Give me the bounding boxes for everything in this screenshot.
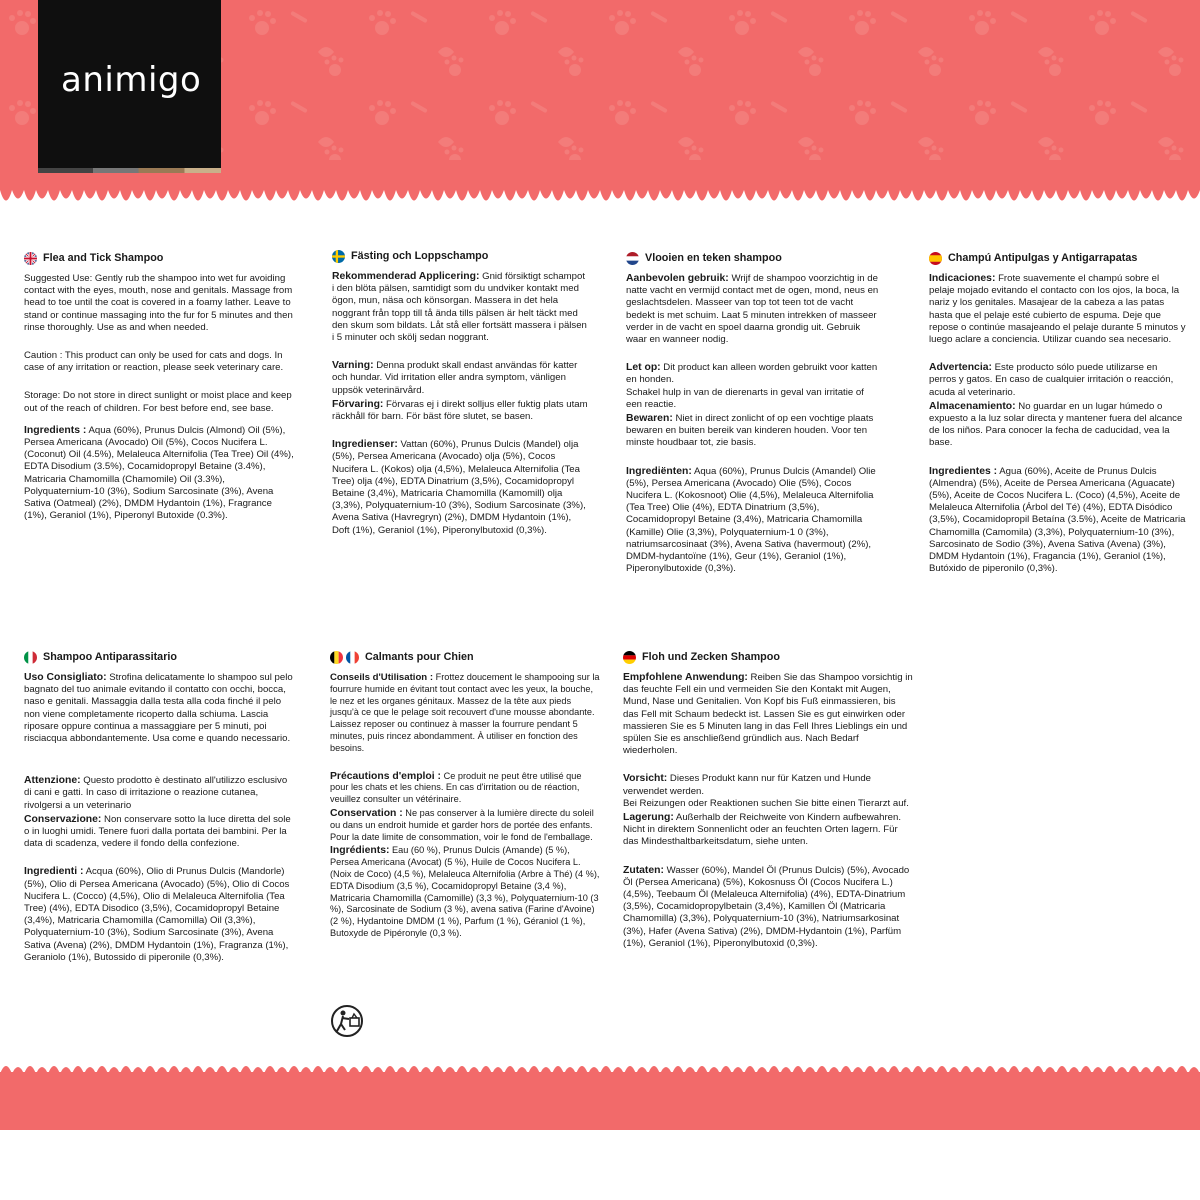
- usage-text: Aanbevolen gebruik: Wrijf de shampoo voorzichtig in de natte vacht en vermijd contact met de ogen, mond, neus en geslachtsdelen. Masseer van top tot teen tot de vacht bedekt is met schuim. Laat 5 minuten intrekken of masseer verder in de vacht en spoel daarna grondig uit. Gebruik waar en wanneer nodig.: [626, 273, 879, 346]
- ingredients-list: Aqua (60%), Prunus Dulcis (Almond) Oil (5%), Persea Americana (Avocado) Oil (5%), Cocos Nucifera L. (Coconut) Oil (4.5%), Melaleuca Alternifolia (Tea Tree) Oil (4%), EDTA Disodium (3.5%), Cocamidopropyl Betaine (3.4%), Matricaria Chamomilla (Chamomile) Oil (3.3%), Polyquaternium-10 (3%), Sodium Sarcosinate (3%), Avena Sativa (Oatmeal) (2%), DMDM Hydantoin (1%), Fragrance (1%), Geraniol (1%), Piperonyl Butoxide (0.3%).: [24, 424, 294, 522]
- caution-text: Caution : This product can only be used for cats and dogs. In case of any irritation or reaction, please seek veterinary care.: [24, 350, 284, 374]
- ingredients-text: Zutaten: Wasser (60%), Mandel Öl (Prunus Dulcis) (5%), Avocado Öl (Persea Americana) (5%), Kokosnuss Öl (Cocos Nucifera L.) (4,5%), Teebaum Öl (Melaleuca Alternifolia) (4%), EDTA-Dinatrium (3,5%), Cocamidopropylbetain (3,4%), Kamillen Öl (Matricaria Chamomilla) (3,3%), Polyquaternium-10 (3%), Natriumsarkosinat (3%), Hafer (Avena Sativa) (2%), DMDM-Hydantoin (1%), Parfüm (1%), Geraniol (1%), Piperonylbutoxid (0,3%).: [623, 864, 910, 949]
- storage-text: Almacenamiento: No guardar en un lugar húmedo o expuesto a la luz solar directa y mantener fuera del alcance de los niños. Para conocer la fecha de caducidad, vea la base.: [929, 400, 1183, 449]
- warning-text: Advertencia: Este producto sólo puede utilizarse en perros y gatos. En caso de cualquier irritación o reacción, acuda al veterinario.: [929, 362, 1174, 398]
- italy-flag-icon: [24, 651, 37, 664]
- section-spanish: [929, 252, 1187, 585]
- spain-flag-icon: [929, 252, 942, 265]
- ingredients-text: Ingredientes : Agua (60%), Aceite de Prunus Dulcis (Almendra) (5%), Aceite de Persea Americana (Aguacate) (5%), Aceite de Cocos Nucifera L. (Coco) (4,5%), Aceite de Melaleuca Alternifolia (Árbol del Té) (4%), EDTA Disódico (3,5%), Cocamidopropil Betaína (3.5%), Aceite de Matricaria Chamomilla (Camomila) (3,3%), Polyquaternium-10 (3%), Sarcosinato de Sodio (3%), Avena Sativa (Avena) (3%), DMDM Hydantoin (1%), Fragancia (1%), Geraniol (1%), Butóxido de piperonilo (0,3%).: [929, 465, 1186, 575]
- ingredients-label: Ingrédients:: [330, 845, 390, 857]
- uk-flag-icon: [24, 252, 37, 265]
- ingredients-label: Ingredients :: [24, 424, 87, 436]
- caution-text: Précautions d'emploi : Ce produit ne peut être utilisé que pour les chats et les chiens. En cas d'irritation ou de réaction, veuillez consulter un vétérinaire.: [330, 770, 582, 805]
- usage-label: Rekommenderad Applicering:: [332, 271, 480, 282]
- section-german: [623, 651, 913, 960]
- usage-label: Conseils d'Utilisation :: [330, 672, 434, 683]
- caution-text: Vorsicht: Dieses Produkt kann nur für Katzen und Hunde verwendet werden. Bei Reizungen oder Reaktionen suchen Sie bitte einen Tierarzt auf.: [623, 773, 909, 809]
- belgium-flag-icon: [330, 651, 343, 664]
- storage-label: Conservazione:: [24, 813, 102, 825]
- storage-text: Förvaring: Förvaras ej i direkt solljus eller fuktig plats utam räckhåll för barn. För bäst före slutet, se basen.: [332, 398, 588, 423]
- warning-label: Advertencia:: [929, 362, 992, 374]
- storage-label: Almacenamiento:: [929, 400, 1016, 412]
- usage-text: Conseils d'Utilisation : Frottez doucement le shampooing sur la fourrure humide en évitant tout contact avec les yeux, la bouche, le nez et les organes génitaux. Massez de la tête aux pieds jusqu'à ce que le pelage soit recouvert d'une mousse abondante. Laissez reposer ou continuez à masser la fourrure pendant 5 minutes, puis rincez abondamment. À utiliser en fonction des besoins.: [330, 672, 600, 753]
- warning-label: Attenzione:: [24, 775, 81, 787]
- germany-flag-icon: [623, 651, 636, 664]
- section-swedish: [332, 250, 588, 547]
- ingredients-label: Zutaten:: [623, 864, 664, 876]
- storage-text: Conservazione: Non conservare sotto la luce diretta del sole o in luoghi umidi. Tenere fuori dalla portata dei bambini. Per la data di scadenza, vedere il fondo della confezione.: [24, 813, 291, 850]
- section-header: [623, 651, 913, 664]
- france-flag-icon: [346, 651, 359, 664]
- section-english: [24, 252, 296, 532]
- section-header: [332, 250, 588, 263]
- footer-banner: [0, 1058, 1200, 1130]
- brand-logo: animigo: [61, 60, 202, 100]
- ingredients-text: Ingrediënten: Aqua (60%), Prunus Dulcis (Amandel) Olie (5%), Persea Americana (Avocado) Olie (5%), Cocos Nucifera L. (Kokosnoot) Olie (4,5%), Melaleuca Alternifolia (Tea Tree) Olie (4%), EDTA Dinatrium (3,5%), Cocamidopropyl Betaine (3,4%), Matricaria Chamomilla (Kamille) Olie (3,3%), Polyquaternium-1 0 (3%), natriumsarcosinaat (3%), Avena Sativa (havermout) (2%), DMDM-hydantoïne (1%), Geur (1%), Geraniol (1%), Piperonylbutoxide (0,3%).: [626, 465, 876, 575]
- usage-text: Uso Consigliato: Strofina delicatamente lo shampoo sul pelo bagnato del tuo animale evitando il contatto con occhi, bocca, naso e genitali. Massaggia dalla testa alla coda finché il pelo non viene completamente ricoperto dalla schiuma. Lascia riposare oppure continua a massaggiare per 5 minuti, poi risciacqua abbondantemente. Usa come e quando necessario.: [24, 672, 293, 745]
- warning-text: Varning: Denna produkt skall endast användas för katter och hundar. Vid irritation eller andra symptom, vänligen uppsök veterinärvård.: [332, 360, 578, 396]
- section-title: Fästing och Loppschampo: [351, 250, 489, 263]
- warning-label: Varning:: [332, 360, 374, 372]
- storage-label: Lagerung:: [623, 812, 674, 824]
- caution-label: Précautions d'emploi :: [330, 770, 442, 782]
- section-title: Champú Antipulgas y Antigarrapatas: [948, 252, 1138, 265]
- storage-label: Bewaren:: [626, 413, 673, 425]
- usage-label: Empfohlene Anwendung:: [623, 672, 748, 683]
- ingredients-label: Ingredienser:: [332, 439, 398, 451]
- section-title: Flea and Tick Shampoo: [43, 252, 164, 265]
- section-italian: [24, 651, 296, 974]
- storage-label: Conservation :: [330, 807, 403, 819]
- section-title: Calmants pour Chien: [365, 650, 474, 663]
- section-french: [330, 651, 600, 950]
- caution-label: Vorsicht:: [623, 773, 668, 785]
- section-title: Shampoo Antiparassitario: [43, 651, 177, 664]
- usage-label: Aanbevolen gebruik:: [626, 273, 729, 284]
- section-header: [626, 252, 882, 265]
- usage-text: Suggested Use: Gently rub the shampoo into wet fur avoiding contact with the eyes, mouth, nose and genitals. Massage from head to toe until the coat is covered in a foamy lather. Leave to stand or continue massaging into the fur for 5 minutes and then rinse thoroughly. Use as and when needed.: [24, 273, 293, 333]
- storage-label: Förvaring:: [332, 398, 384, 410]
- caution-text: Let op: Dit product kan alleen worden gebruikt voor katten en honden. Schakel hulp in van de dierenarts in geval van irritatie of een reactie.: [626, 362, 878, 410]
- section-dutch: [626, 252, 882, 585]
- usage-label: Indicaciones:: [929, 273, 996, 284]
- ingredients-text: Ingredienti : Acqua (60%), Olio di Prunus Dulcis (Mandorle) (5%), Olio di Persea Americana (Avocado) (5%), Olio di Cocos Nucifera L. (Cocco) (4,5%), Olio di Melaleuca Alternifolia (Tea Tree) (4%), EDTA Disodico (3,5%), Cocamidopropyl Betaine (3,4%), Matricaria Chamomilla (Camomilla) Oil (3,3%), Polyquaternium-10 (3%), Sodium Sarcosinate (3%), Avena Sativa (Avena) (2%), DMDM Hydantoin (1%), Fragranza (1%), Geraniolo (1%), Butossido di piperonile (0,3%).: [24, 866, 290, 963]
- ingredients-label: Ingredienti :: [24, 866, 84, 878]
- usage-text: Empfohlene Anwendung: Reiben Sie das Shampoo vorsichtig in das feuchte Fell ein und vermeiden Sie den Kontakt mit Augen, Mund, Nase und Genitalien. Von Kopf bis Fuß einmassieren, bis das Fell mit Schaum bedeckt ist. Lassen Sie es gut einwirken oder massieren Sie es 5 Minuten lang in das Fell Ihres Lieblings ein und spülen Sie es anschließend gründlich aus. Nach Bedarf wiederholen.: [623, 672, 913, 757]
- ingredients-label: Ingredientes :: [929, 465, 998, 477]
- logo-stripe: [38, 168, 221, 173]
- ingredients-label: Ingrediënten:: [626, 465, 692, 477]
- section-title: Vlooien en teken shampoo: [645, 252, 782, 265]
- storage-text: Bewaren: Niet in direct zonlicht of op een vochtige plaats bewaren en buiten bereik van kinderen houden. Voor ten minste houdbaar tot, zie basis.: [626, 413, 874, 449]
- ingredients-text: Ingrédients: Eau (60 %), Prunus Dulcis (Amande) (5 %), Persea Americana (Avocat) (5 %), Huile de Cocos Nucifera L. (Noix de Coco) (4,5 %), Melaleuca Alternifolia (Arbre à Thé) (4 %), EDTA Disodium (3,5 %), Cocamidopropyl Betaine (3,4 %), Matricaria Chamomilla (Camomille) (3,3 %), Polyquaternium-10 (3 %), Sarcosinate de Sodium (3 %), avena sativa (Farine d'Avoine) (2 %), Hydantoine DMDM (1 %), Parfum (1 %), Géraniol (1 %), Butoxyde de Pipéronyle (0,3 %).: [330, 845, 600, 938]
- storage-text: Conservation : Ne pas conserver à la lumière directe du soleil ou dans un endroit humide et garder hors de portée des enfants. Pour la date limite de consommation, voir le fond de l'emballage.: [330, 807, 594, 842]
- usage-label: Uso Consigliato:: [24, 672, 107, 683]
- section-header: [24, 651, 296, 664]
- ingredients-text: Ingredienser: Vattan (60%), Prunus Dulcis (Mandel) olja (5%), Persea Americana (Avocado) olja (5%), Cocos Nucifera L. (Kokos) olja (4,5%), Melaleuca Alternifolia (Tea Tree) olja (4%), EDTA Dinatrium (3,5%), Cocamidopropyl Betaine (3,4%), Matricaria Chamomilla (Kamomill) olja (3,3%), Polyquaternium-10 (3%), Sodium Sarcosinate (3%), Avena Sativa (Havregryn) (2%), DMDM Hydantoin (1%), Doft (1%), Geraniol (1%), Piperonylbutoxid (0,3%).: [332, 439, 586, 536]
- usage-text: Rekommenderad Applicering: Gnid försiktigt schampot i den blöta pälsen, samtidigt som du undviker kontakt med ögon, mun, näsa och könsorgan. Massera in det hela noggrant från topp till tå ända tills pälsen är helt täckt med den skum som bildats. Låt stå eller fortsätt massera i pälsen i 5 minuter och skölj sedan noggrant.: [332, 271, 587, 344]
- ingredients-text: [24, 425, 296, 523]
- section-header: [929, 252, 1187, 265]
- section-header: [24, 252, 296, 265]
- sweden-flag-icon: [332, 250, 345, 263]
- section-header: [330, 651, 600, 664]
- section-title: Floh und Zecken Shampoo: [642, 651, 780, 664]
- storage-text: Lagerung: Außerhalb der Reichweite von Kindern aufbewahren. Nicht in direktem Sonnenlicht oder an feuchten Orten lagern. Für das Mindesthaltbarkeitsdatum, siehe unten.: [623, 812, 901, 848]
- usage-text: Indicaciones: Frote suavemente el champú sobre el pelaje mojado evitando el contacto con los ojos, la boca, la nariz y los genitales. Masajear de la cabeza a las patas hasta que el pelaje esté cubierto de espuma. Deje que repose o continúe masajeando el pelaje durante 5 minutos y luego aclare a conciencia. Utilizar cuando sea necesario.: [929, 273, 1186, 346]
- caution-label: Let op:: [626, 362, 661, 374]
- netherlands-flag-icon: [626, 252, 639, 265]
- triman-recycling-icon: [330, 1004, 366, 1038]
- storage-text: Storage: Do not store in direct sunlight or moist place and keep out of the reach of children. For best before end, see base.: [24, 390, 292, 414]
- warning-text: Attenzione: Questo prodotto è destinato all'utilizzo esclusivo di cani e gatti. In caso di irritazione o reazione cutanea, rivolgersi a un veterinario: [24, 775, 288, 811]
